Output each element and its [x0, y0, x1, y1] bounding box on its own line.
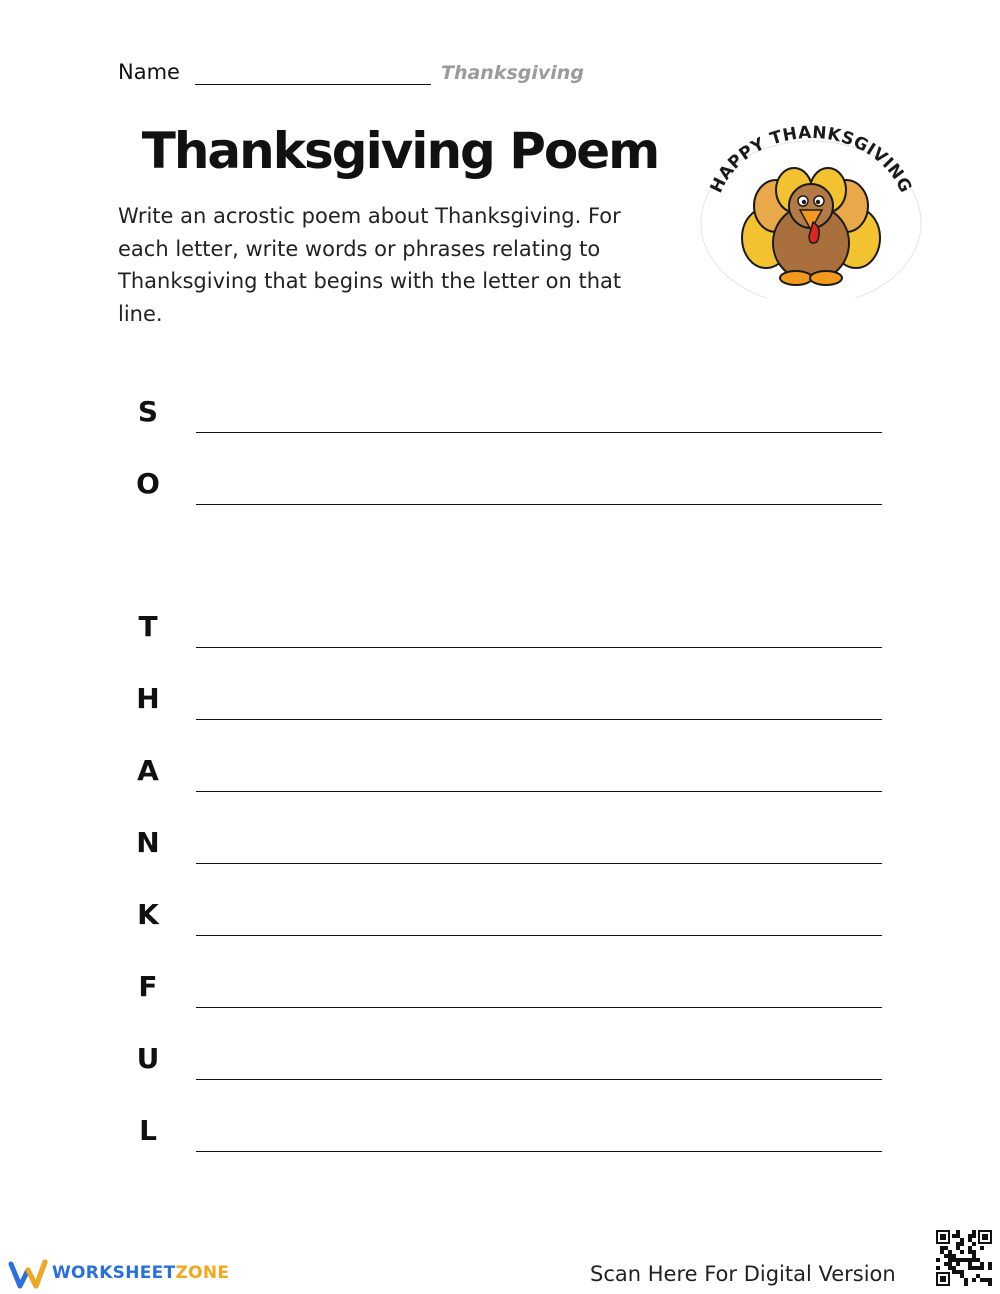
answer-line[interactable] — [196, 863, 882, 864]
acrostic-letter: T — [138, 610, 158, 643]
acrostic-row — [0, 395, 1000, 455]
badge-text: HAPPY THANKSGIVING — [706, 122, 916, 197]
acrostic-letter: F — [138, 970, 158, 1003]
acrostic-row — [0, 826, 1000, 886]
acrostic-row — [0, 682, 1000, 742]
acrostic-letter: H — [136, 682, 160, 715]
logo-text-primary: WORKSHEET — [52, 1263, 176, 1283]
logo-icon — [8, 1258, 48, 1290]
acrostic-row — [0, 1114, 1000, 1174]
acrostic-row — [0, 754, 1000, 814]
name-row — [118, 60, 678, 90]
acrostic-row — [0, 970, 1000, 1030]
logo-text — [52, 1263, 229, 1283]
acrostic-letter: N — [136, 826, 160, 859]
acrostic-letter: U — [136, 1042, 160, 1075]
answer-line[interactable] — [196, 1007, 882, 1008]
page-title: Thanksgiving Poem — [141, 122, 659, 180]
acrostic-letter: L — [139, 1114, 157, 1147]
answer-line[interactable] — [196, 935, 882, 936]
answer-line[interactable] — [196, 1079, 882, 1080]
acrostic-letter: S — [137, 395, 159, 428]
topic-label: Thanksgiving — [441, 62, 584, 84]
worksheet-zone-logo — [8, 1258, 268, 1290]
acrostic-row — [0, 467, 1000, 527]
answer-line[interactable] — [196, 504, 882, 505]
answer-line[interactable] — [196, 1151, 882, 1152]
answer-line[interactable] — [196, 432, 882, 433]
acrostic-letter: K — [137, 898, 159, 931]
instructions: Write an acrostic poem about Thanksgiving. For each letter, write words or phrases relating to Thanksgiving that begins with the letter on that line. — [118, 204, 622, 326]
answer-line[interactable] — [196, 719, 882, 720]
turkey-badge-icon — [696, 118, 926, 298]
logo-text-secondary: ZONE — [175, 1263, 230, 1283]
acrostic-row — [0, 898, 1000, 958]
acrostic-row — [0, 610, 1000, 670]
qr-code-icon[interactable] — [934, 1228, 994, 1288]
name-label: Name — [118, 60, 180, 84]
scan-caption: Scan Here For Digital Version — [590, 1262, 896, 1286]
answer-line[interactable] — [196, 647, 882, 648]
name-field[interactable] — [195, 84, 431, 85]
acrostic-row — [0, 1042, 1000, 1102]
answer-line[interactable] — [196, 791, 882, 792]
acrostic-letter: A — [137, 754, 159, 787]
acrostic-letter: O — [136, 467, 160, 500]
